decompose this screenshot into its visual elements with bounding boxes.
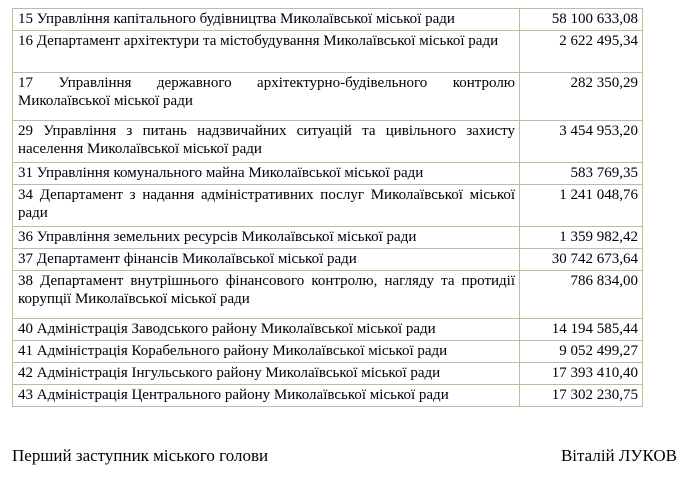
department-name: Департамент з надання адміністративних послуг Миколаївської міської ради [18,187,516,221]
department-cell [13,31,520,73]
department-cell [13,9,520,31]
department-cell [13,341,520,363]
department-cell [13,363,520,385]
row-number: 41 [18,343,33,359]
table-row [13,249,643,271]
table-row [13,341,643,363]
department-name: Департамент внутрішнього фінансового контролю, нагляду та протидії корупції Миколаївської міської ради [18,273,516,307]
table-row [13,227,643,249]
row-number: 43 [18,387,33,403]
department-cell [13,271,520,319]
department-cell [13,163,520,185]
department-name: Департамент фінансів Миколаївської міської ради [36,251,357,267]
table-row [13,9,643,31]
department-name: Управління державного архітектурно-будівельного контролю Миколаївської міської ради [18,75,516,109]
table-row [13,121,643,163]
row-number: 15 [18,11,33,27]
amount-cell: 17 302 230,75 [520,385,643,407]
amount-cell: 583 769,35 [520,163,643,185]
department-name: Департамент архітектури та містобудування Миколаївської міської ради [36,33,499,49]
amount-cell: 58 100 633,08 [520,9,643,31]
amount-cell: 30 742 673,64 [520,249,643,271]
row-number: 36 [18,229,33,245]
department-name: Управління земельних ресурсів Миколаївської міської ради [36,229,417,245]
table-row [13,271,643,319]
row-number: 31 [18,165,33,181]
budget-table [12,8,643,407]
amount-cell: 1 359 982,42 [520,227,643,249]
department-cell [13,227,520,249]
amount-cell: 1 241 048,76 [520,185,643,227]
row-number: 40 [18,321,33,337]
table-row [13,363,643,385]
department-name: Адміністрація Інгульського району Миколаївської міської ради [36,365,441,381]
table-row [13,31,643,73]
table-row [13,73,643,121]
department-name: Адміністрація Центрального району Миколаївської міської ради [36,387,449,403]
row-number: 29 [18,123,33,139]
department-cell [13,185,520,227]
amount-cell: 17 393 410,40 [520,363,643,385]
table-row [13,163,643,185]
amount-cell: 2 622 495,34 [520,31,643,73]
row-number: 17 [18,75,33,91]
signature-title: Перший заступник міського голови [12,446,269,465]
department-cell [13,385,520,407]
department-name: Адміністрація Заводського району Миколаївської міської ради [36,321,436,337]
row-number: 34 [18,187,33,203]
row-number: 37 [18,251,33,267]
department-cell [13,73,520,121]
budget-table-body [13,9,643,407]
department-cell [13,121,520,163]
amount-cell: 9 052 499,27 [520,341,643,363]
department-name: Управління комунального майна Миколаївської міської ради [36,165,424,181]
table-row [13,319,643,341]
department-cell [13,319,520,341]
signature-row [12,446,677,466]
department-name: Управління капітального будівництва Миколаївської міської ради [36,11,455,27]
amount-cell: 3 454 953,20 [520,121,643,163]
department-name: Адміністрація Корабельного району Миколаївської міської ради [36,343,448,359]
department-cell [13,249,520,271]
amount-cell: 786 834,00 [520,271,643,319]
department-name: Управління з питань надзвичайних ситуацій та цивільного захисту населення Миколаївської міської ради [18,123,516,157]
amount-cell: 282 350,29 [520,73,643,121]
amount-cell: 14 194 585,44 [520,319,643,341]
signature-name: Віталій ЛУКОВ [560,446,677,465]
row-number: 16 [18,33,33,49]
table-row [13,185,643,227]
row-number: 42 [18,365,33,381]
row-number: 38 [18,273,33,289]
table-row [13,385,643,407]
